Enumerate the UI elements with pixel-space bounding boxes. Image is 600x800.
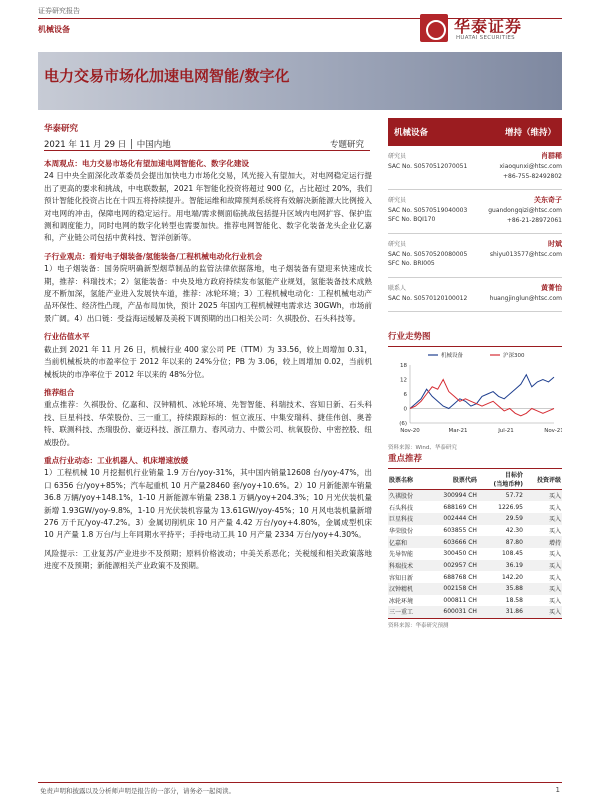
dynamics-heading: 重点行业动态：工业机器人、机床增速放缓 <box>44 455 189 465</box>
legend-label: 机械设备 <box>441 353 464 359</box>
cell-code: 002957 CH <box>426 560 478 572</box>
analyst-name: 关东奇子 <box>534 196 562 204</box>
table-row <box>388 490 562 502</box>
chart-source: 资料来源：Wind、华泰研究 <box>388 445 457 451</box>
cell-rating: 买入 <box>548 574 561 582</box>
dynamics-text: 1）工程机械 10 月挖掘机行业销量 1.9 万台/yoy-31%，其中国内销量12608 台/yoy-47%，出口 6356 台/yoy+85%；汽车起重机 10 月产量28460 套/yoy+10.6%。2）10 月新能源车销量 36.8 万辆/yoy+148.1%，1-10 月新能源车销量 238.1 万辆/yoy+204.3%；10 月光伏装机量新增 1.93GW/yoy-9.8%，1-10 月光伏装机容量为 13.61GW/yoy-45%；10 月风电装机量新增 276 万千瓦/yoy-47.2%。3）金属切削机床 10 月产量 4.42 万台/yoy+4.80%，金属成型机床 10 月产量 1.8 万台/与上年同期水平持平；手持电动工具 10 月产量 2334 万台/yoy+4.30%。 <box>44 468 372 540</box>
y-tick-label: (6) <box>399 421 407 427</box>
col-price <box>478 469 524 490</box>
main-body <box>44 158 372 579</box>
footer-disclaimer: 免责声明和披露以及分析师声明是报告的一部分，请务必一起阅读。 <box>40 787 235 795</box>
analyst-name: 黄菁怡 <box>541 284 562 292</box>
table-row <box>388 571 562 583</box>
table-row <box>388 513 562 525</box>
cell-name: 石头科技 <box>389 504 414 512</box>
cell-price: 31.86 <box>478 606 524 618</box>
cell-name: 科瑞技术 <box>388 560 426 572</box>
rating-label: 增持（维持） <box>504 128 556 138</box>
table-row <box>388 525 562 537</box>
trend-chart <box>388 330 562 451</box>
brand-logo <box>420 12 560 46</box>
series-line-1 <box>410 380 554 416</box>
risk-text: 风险提示：工业复苏/产业进步不及预期；原料价格波动；中美关系恶化；关税缓和相关政策落地进度不及预期；新能源相关产业政策不及预期。 <box>44 548 372 571</box>
cell-price: 18.58 <box>505 597 523 605</box>
portfolio-text: 重点推荐：久祺股份、亿嘉和、汉钟精机、冰轮环境、先智智能、科瑞技术、容知日新、石头科技、巨星科技、华荣股份、三一重工，持续跟踪标的：恒立液压、中集安瑞科、捷佳伟创、奥普特、联测科技、杰瑞股份、豪迈科技、浙江鼎力、春风动力、中微公司、杭氧股份、中密控股、纽威股份。 <box>44 400 372 447</box>
analyst-sac: SAC No. S0570120100012 <box>388 294 468 302</box>
section-tag: 机械设备 <box>38 25 70 34</box>
report-label: 证券研究报告 <box>38 7 80 15</box>
analyst-card <box>388 278 562 312</box>
legend-label: 沪深300 <box>503 353 525 359</box>
analyst-card <box>388 190 562 234</box>
analyst-email: guandongqizi@htsc.com <box>488 207 562 214</box>
y-tick-label: 12 <box>400 377 407 384</box>
table-source: 资料来源：华泰研究预测 <box>388 622 449 629</box>
analyst-role: 联系人 <box>388 285 407 292</box>
analyst-phone: +86-21-28972061 <box>506 217 562 224</box>
cell-code: 300994 CH <box>426 490 478 502</box>
y-tick-label: 0 <box>403 406 407 413</box>
cell-rating: 增持 <box>524 536 562 548</box>
cell-rating: 买入 <box>524 513 562 525</box>
page-title: 电力交易市场化加速电网智能/数字化 <box>44 67 290 85</box>
cell-rating: 买入 <box>524 583 562 595</box>
cell-rating: 买入 <box>524 490 562 502</box>
x-tick-label: Nov-20 <box>400 428 420 434</box>
cell-code: 688169 CH <box>443 503 477 511</box>
view2-text: 1）电子烟装备：国务院明确新型烟草制品的监管法律依据落地，电子烟装备有望迎来快速成长期，推荐：科瑞技术；2）氢能装备：中央及地方政府持续发布氢能产业规划，氢能装备技术成熟度不断加深，氢能产业进入发展快车道，推荐：冰轮环境；3）工程机械电动化：工程机械电动产品环保性、经济性凸现，产品布局加快，预计 2025 年国内工程机械锂电需求达 30GWh，市场前景广阔。4）出口链：受益海运缓解及美税下调预期的出口相关公司：久祺股份、石头科技等。 <box>44 264 372 323</box>
trend-chart-svg <box>388 347 562 437</box>
cell-rating: 买入 <box>524 606 562 618</box>
cell-name: 亿嘉和 <box>388 536 426 548</box>
cell-code: 603855 CH <box>443 526 477 534</box>
logo-text-cn: 华泰证券 <box>454 17 523 36</box>
cell-name: 久祺股份 <box>388 490 426 502</box>
analyst-role: 研究员 <box>388 153 407 160</box>
cell-price: 57.72 <box>478 490 524 502</box>
col-price-b: (当地币种) <box>493 481 523 488</box>
report-type: 专题研究 <box>330 140 365 150</box>
cell-rating: 买入 <box>548 527 561 535</box>
cell-code: 603666 CH <box>426 536 478 548</box>
stock-table <box>388 469 562 619</box>
cell-name: 三一重工 <box>388 606 426 618</box>
y-tick-label: 18 <box>400 363 407 369</box>
view1-text: 24 日中央全面深化改革委员会提出加快电力市场化交易，风光接入有望加大，对电网稳定运行提出了更高的要求和挑战，中电联数据，2021 年智能化投资将超过 900 亿，占比超过 20%，我们预计智能化投资占比在十四五将持续提升。智能运维和故障预判系统将有效解决新能源大比例接入对电网的冲击，保障电网的稳定运行。用电端/需求侧面临挑战包括提升区域内电网扩容、保护监测和调度能力，同时电网的数字化转型也需要加快。推荐电网智能化、数字化装备龙头企业亿嘉和，产业链公司包括中黄科技、智洋创新等。 <box>44 171 372 243</box>
cell-price: 29.59 <box>478 513 524 525</box>
x-tick-label: Mar-21 <box>448 428 468 434</box>
analyst-role: 研究员 <box>388 197 407 204</box>
org-name: 华泰研究 <box>44 124 79 134</box>
cell-rating: 买入 <box>548 504 561 512</box>
cell-price: 142.20 <box>501 573 523 581</box>
cell-name: 容知日新 <box>389 574 414 582</box>
view1-heading: 本周观点：电力交易市场化有望加速电网智能化、数字化建设 <box>44 159 250 168</box>
analyst-phone: +86-755-82492802 <box>503 173 562 180</box>
cell-rating: 买入 <box>524 560 562 572</box>
table-row <box>388 560 562 572</box>
analyst-name: 肖群稀 <box>541 152 562 160</box>
footer-divider <box>38 782 562 783</box>
cell-rating: 买入 <box>548 598 561 606</box>
analyst-role: 研究员 <box>388 241 407 248</box>
valuation-heading: 行业估值水平 <box>44 332 90 342</box>
y-tick-label: 6 <box>403 392 407 398</box>
analyst-sac: SAC No. S0570512070051 <box>388 162 468 170</box>
table-row <box>388 606 562 618</box>
cell-name: 汉钟精机 <box>388 583 426 595</box>
cell-name: 华荣股份 <box>389 527 414 535</box>
col-code: 股票代码 <box>452 476 477 484</box>
recommend-table <box>388 452 562 629</box>
x-tick-label: Nov-21 <box>544 428 562 434</box>
industry-label: 机械设备 <box>394 128 429 138</box>
cell-name: 先导智能 <box>389 551 414 559</box>
cell-code: 688768 CH <box>443 573 477 581</box>
series-line-0 <box>410 375 554 409</box>
table-row <box>388 595 562 607</box>
cell-code: 002158 CH <box>426 583 478 595</box>
col-price-a: 目标价 <box>504 472 523 479</box>
report-date: 2021 年 11 月 29 日 │ 中国内地 <box>44 140 171 150</box>
analyst-email: huangjinglun@htsc.com <box>489 295 562 302</box>
table-row <box>388 583 562 595</box>
portfolio-heading: 推荐组合 <box>44 387 75 397</box>
valuation-text: 截止到 2021 年 11 月 26 日，机械行业 400 家公司 PE（TTM）为 33.56，较上周增加 0.31，当前机械板块的市盈率位于 2012 年以来的 24%分位；PB 为 3.06，较上周增加 0.02，当前机械板块的市净率位于 2012 年以来的 48%分位。 <box>44 344 372 379</box>
analyst-card <box>388 234 562 278</box>
col-rating: 投资评级 <box>536 476 561 484</box>
analyst-sfc: SFC No. BQI170 <box>388 216 436 223</box>
cell-rating: 买入 <box>548 551 561 559</box>
meta-divider <box>44 150 370 151</box>
logo-text-en: HUATAI SECURITIES <box>456 35 515 41</box>
view2-heading: 子行业观点：看好电子烟装备/氢能装备/工程机械电动化行业机会 <box>44 251 263 261</box>
cell-code: 600031 CH <box>426 606 478 618</box>
col-name: 股票名称 <box>389 476 414 484</box>
cell-price: 42.30 <box>505 526 523 534</box>
table-row <box>388 536 562 548</box>
analyst-name: 时斌 <box>548 240 562 248</box>
table-row <box>388 501 562 513</box>
cell-code: 300450 CH <box>443 550 477 558</box>
analyst-sac: SAC No. S0570519040003 <box>388 206 468 214</box>
analyst-card <box>388 146 562 190</box>
sidebar <box>388 118 562 312</box>
cell-code: 000811 CH <box>443 597 477 605</box>
cell-price: 87.80 <box>478 536 524 548</box>
cell-price: 108.45 <box>501 550 523 558</box>
cell-price: 1226.95 <box>498 503 523 511</box>
analyst-sac: SAC No. S0570520080005 <box>388 250 468 258</box>
table-row <box>388 548 562 560</box>
chart-heading: 行业走势图 <box>388 330 562 347</box>
analyst-email: xiaoqunxi@htsc.com <box>499 163 562 170</box>
logo-mark-icon <box>420 14 448 42</box>
cell-name: 巨星科技 <box>388 513 426 525</box>
table-heading: 重点推荐 <box>388 452 562 469</box>
cell-price: 36.19 <box>478 560 524 572</box>
rating-bar <box>388 118 562 146</box>
analyst-sfc: SFC No. BRI005 <box>388 260 435 267</box>
cell-price: 35.88 <box>478 583 524 595</box>
cell-code: 002444 CH <box>426 513 478 525</box>
x-tick-label: Jul-21 <box>498 428 514 434</box>
cell-name: 冰轮环境 <box>389 598 414 606</box>
page-number: 1 <box>555 786 560 794</box>
table-header-row <box>388 469 562 490</box>
analyst-email: shiyu013577@htsc.com <box>489 251 562 258</box>
